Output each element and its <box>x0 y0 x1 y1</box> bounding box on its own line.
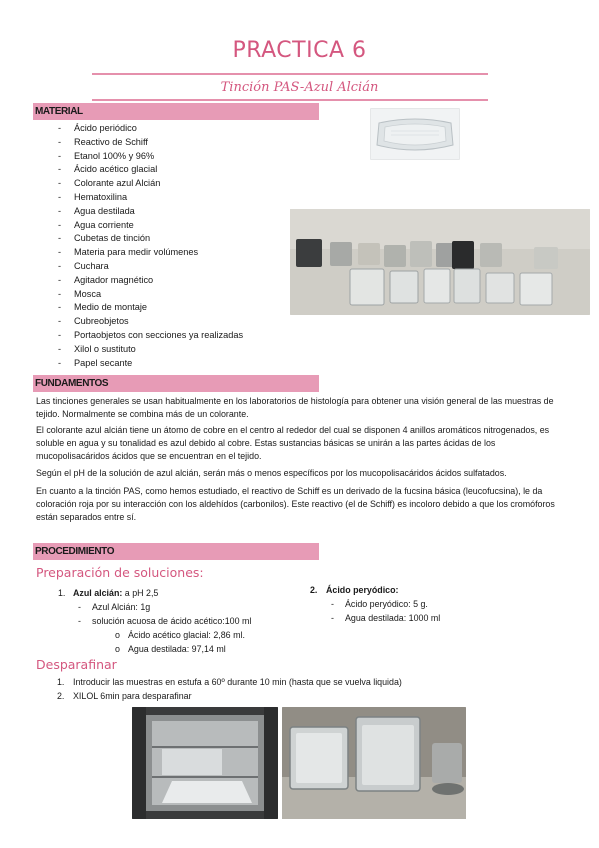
material-item <box>58 191 243 205</box>
material-item <box>58 260 243 274</box>
acido-dash-1: - <box>331 599 334 609</box>
material-item-label: Medio de montaje <box>74 302 148 313</box>
material-item-label: Ácido acético glacial <box>74 164 158 175</box>
material-item-label: Cuchara <box>74 260 109 271</box>
azul-bullet-1: o <box>115 630 120 640</box>
fundamentos-heading: FUNDAMENTOS <box>33 375 319 392</box>
material-heading: MATERIAL <box>33 103 319 120</box>
material-dash: - <box>58 191 62 202</box>
material-item-label: Xilol o sustituto <box>74 343 136 354</box>
material-dash: - <box>58 288 62 299</box>
step-1-num: 1. <box>57 677 65 687</box>
material-item-label: Colorante azul Alcián <box>74 178 161 189</box>
material-item <box>58 329 243 343</box>
acido-title: Ácido peryódico: <box>326 585 399 595</box>
azul-item-1: Azul Alcián: 1g <box>92 602 151 612</box>
material-item <box>58 315 243 329</box>
material-list <box>58 122 243 370</box>
azul-item-2: solución acuosa de ácido acético:100 ml <box>92 616 252 626</box>
step-1-text: Introducir las muestras en estufa a 60º durante 10 min (hasta que se vuelva liquida) <box>73 677 402 687</box>
fundamentos-paragraph-1: Las tinciones generales se usan habitualmente en los laboratorios de histología para obtener una visión general de las muestras de tejido. Normalmente se combina más de un colorante. <box>36 396 554 419</box>
page-title: PRACTICA 6 <box>232 38 367 63</box>
material-item <box>58 136 243 150</box>
procedimiento-heading: PROCEDIMIENTO <box>33 543 319 560</box>
azul-title-rest: a pH 2,5 <box>122 588 159 598</box>
azul-subitem-2: Agua destilada: 97,14 ml <box>128 644 226 654</box>
subtitle-divider <box>92 99 488 101</box>
material-item <box>58 177 243 191</box>
material-dash: - <box>58 302 62 313</box>
material-dash: - <box>58 205 62 216</box>
material-item-label: Reactivo de Schiff <box>74 136 148 147</box>
page-subtitle: Tinción PAS-Azul Alcián <box>220 80 379 95</box>
material-item-label: Agua corriente <box>74 219 134 230</box>
material-dash: - <box>58 343 62 354</box>
title-divider <box>92 73 488 75</box>
material-dash: - <box>58 247 62 258</box>
material-item-label: Papel secante <box>74 357 133 368</box>
material-item-label: Cubreobjetos <box>74 316 129 327</box>
material-item <box>58 288 243 302</box>
material-dash: - <box>58 329 62 340</box>
glass-dish-photo <box>370 108 460 160</box>
desparafinar-heading: Desparafinar <box>36 657 117 672</box>
azul-dash-1: - <box>78 602 81 612</box>
xylol-jars-photo <box>282 707 466 819</box>
acido-dash-2: - <box>331 613 334 623</box>
material-item <box>58 246 243 260</box>
azul-num: 1. <box>58 588 66 598</box>
material-item <box>58 357 243 371</box>
fundamentos-paragraph-4: En cuanto a la tinción PAS, como hemos estudiado, el reactivo de Schiff es un derivado de la fucsina básica (leucofucsina), le da coloración roja por su interacción con los aldehídos (carbonilos). Este reactivo (el de Schiff) es incoloro debido a que los cromóforos están separados entre sí. <box>36 486 555 522</box>
material-dash: - <box>58 136 62 147</box>
step-2-text: XILOL 6min para desparafinar <box>73 691 192 701</box>
acido-item-1: Ácido peryódico: 5 g. <box>345 599 428 609</box>
material-item <box>58 274 243 288</box>
material-item <box>58 163 243 177</box>
material-item <box>58 219 243 233</box>
material-item-label: Ácido periódico <box>74 123 137 133</box>
azul-title-line <box>73 588 158 598</box>
material-dash: - <box>58 274 62 285</box>
azul-dash-2: - <box>78 616 81 626</box>
material-dash: - <box>58 150 62 161</box>
azul-title: Azul alcián: <box>73 588 123 598</box>
material-dash: - <box>58 233 62 244</box>
material-item-label: Mosca <box>74 288 102 299</box>
material-item-label: Agua destilada <box>74 205 135 216</box>
material-item-label: Etanol 100% y 96% <box>74 150 155 161</box>
preparacion-heading: Preparación de soluciones: <box>36 565 204 580</box>
fundamentos-paragraph-2: El colorante azul alcián tiene un átomo de cobre en el centro al rededor del cual se disponen 4 anillos aromáticos nitrogenados, es soluble en agua y su tonalidad es azul debido al cobre. Estas sustancias básicas se unirán a las partes ácidas de los mucopolisacáridos ácidos que se encuentran en el tejido. <box>36 425 550 461</box>
material-item <box>58 232 243 246</box>
step-2-num: 2. <box>57 691 65 701</box>
azul-bullet-2: o <box>115 644 120 654</box>
material-dash: - <box>58 260 62 271</box>
material-dash: - <box>58 219 62 230</box>
material-dash: - <box>58 316 62 327</box>
material-item <box>58 150 243 164</box>
material-item-label: Portaobjetos con secciones ya realizadas <box>74 329 244 340</box>
material-item-label: Agitador magnético <box>74 274 154 285</box>
material-dash: - <box>58 123 62 133</box>
azul-subitem-1: Ácido acético glacial: 2,86 ml. <box>128 630 245 640</box>
material-item <box>58 205 243 219</box>
staining-jars-photo <box>290 209 590 315</box>
material-dash: - <box>58 178 62 189</box>
material-item <box>58 122 243 136</box>
material-item <box>58 301 243 315</box>
material-dash: - <box>58 357 62 368</box>
material-item <box>58 343 243 357</box>
material-dash: - <box>58 164 62 175</box>
acido-num: 2. <box>310 585 318 595</box>
acido-item-2: Agua destilada: 1000 ml <box>345 613 441 623</box>
oven-photo <box>132 707 278 819</box>
material-item-label: Materia para medir volúmenes <box>74 247 199 258</box>
fundamentos-paragraph-3: Según el pH de la solución de azul alcián, serán más o menos específicos por los mucopolisacáridos ácidos sulfatados. <box>36 468 507 478</box>
material-item-label: Cubetas de tinción <box>74 233 151 244</box>
material-item-label: Hematoxilina <box>74 191 128 202</box>
